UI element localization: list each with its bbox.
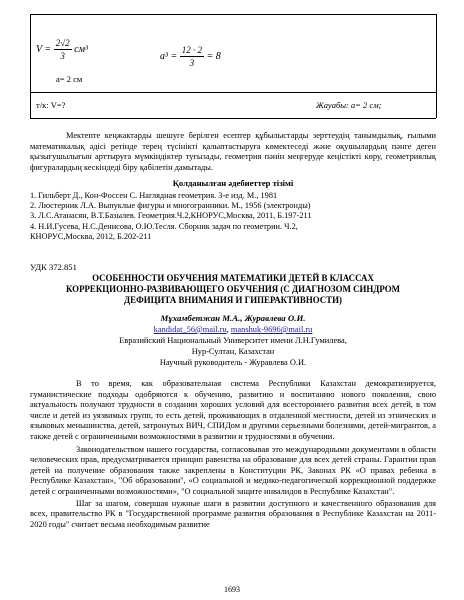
udk-code: УДК 372.851 bbox=[30, 262, 77, 272]
formula-cube: a³ = $\frac{12 \cdot 2}{3}$ = 8 bbox=[160, 45, 221, 68]
page-number: 1693 bbox=[224, 585, 240, 594]
article-title-line: ОСОБЕННОСТИ ОБУЧЕНИЯ МАТЕМАТИКИ ДЕТЕЙ В КЛАССАХ bbox=[92, 273, 374, 283]
answer-label: Жауабы: a= 2 см; bbox=[316, 100, 382, 110]
article-body bbox=[30, 379, 436, 530]
article-title bbox=[30, 273, 436, 306]
reference-item: 2. Люстерник Л.А. Выпуклые фигуры и многогранники. М., 1956 (электронды) bbox=[30, 201, 311, 211]
article-title-line: КОРРЕКЦИОННО-РАЗВИВАЮЩЕГО ОБУЧЕНИЯ (С ДИАГНОЗОМ СИНДРОМ bbox=[65, 284, 401, 294]
body-paragraph: Шаг за шагом, совершая нужные шаги в развитии доступного и качественного образования для всех, правительство РК в "Государственной программе развития образования в Республике Казахстан на 2011-2020 годы" считает весьма необходимым развитие bbox=[30, 498, 436, 529]
reference-item: 4. Н.И.Гусева, Н.С.Денисова, О.Ю.Тесля. Сборник задач по геометрии. Ч.2, bbox=[30, 221, 298, 231]
references-list bbox=[30, 191, 436, 242]
formula-given-a: a= 2 см bbox=[56, 74, 83, 84]
body-paragraph: Законодательством нашего государства, согласовывая это международными документами в области человеческих прав, предусматривается принцип равенства на образование для всех детей страны. Гарантии прав детей на получение образования также закреплены в Конституции РК, Законах РК «О правах ребенка в Республике Казахстан», "Об образовании", «О социальной и медико-педагогической коррекционной поддержке детей с ограниченными возможностями», "О социальной защите инвалидов в Республике Казахстан". bbox=[30, 444, 436, 496]
email-link[interactable]: kandidat_56@mail.ru bbox=[153, 325, 227, 334]
article-title-line: ДЕФИЦИТА ВНИМАНИЯ И ГИПЕРАКТИВНОСТИ) bbox=[124, 295, 342, 305]
reference-item: 3. Л.С.Атанасян, В.Т.Базылев. Геометрия.Ч.2,КНОРУС,Москва, 2011, Б.197-211 bbox=[30, 211, 312, 221]
body-paragraph: В то время, как образовательная система Республики Казахстан демократизируется, гуманистические подходы одобряются к обучению, развитию и воспитанию нового поколения, свою актуальность получают трудности в создании хороших условий для всестороннего развития всех детей, в том числе и детей из уязвимых групп, то есть детей, проживающих в отдаленной местности, детей из этнических и языковых меньшинства, детей, затронутых ВИЧ, СПИДом и другими серьезными болезнями, детей-мигрантов, а также детей с ограниченными возможностями в развитии и трудностями в обучении. bbox=[30, 379, 436, 441]
email-link[interactable]: manshuk-9696@mail.ru bbox=[230, 325, 313, 334]
article-authors: Мұхамбетжан М.А., Журавлева О.И. bbox=[160, 313, 306, 323]
find-label: т/к: V=? bbox=[36, 100, 66, 110]
reference-item: КНОРУС,Москва, 2012, Б.202-211 bbox=[30, 231, 152, 241]
references-title: Қолданылған әдебиеттер тізімі bbox=[172, 178, 294, 188]
author-affiliation: Евразийский Национальный Университет имени Л.Н.Гумилева, bbox=[119, 336, 347, 345]
reference-item: 1. Гильберт Д., Кон-Фоссен С. Наглядная геометрия. 3-е изд. М., 1981 bbox=[30, 191, 278, 200]
scientific-supervisor: Научный руководитель - Журавлева О.И. bbox=[159, 358, 307, 367]
kz-paragraph: Мектепте кеңжактарды шешуге берілген есептер құбылыстарды зерттеудің танымдылық, ғылыми математикалық әдісі ретінде терең түсінікті қалыптастыруға көмектеседі және оқушылардың пәнге деген қызығушылығын арттыруға мүмкіндіктер туғызады, геометрия пәнін меңгеруде кеңістікті көру, геометриялық фигуралардың кескіндеді біру қабілетін дамытады. bbox=[30, 131, 436, 172]
author-city: Нур-Султан, Казахстан bbox=[191, 347, 275, 356]
author-emails: kandidat_56@mail.ru, manshuk-9696@mail.ru bbox=[153, 325, 313, 334]
formula-volume: V = $\frac{2√2}{3}$ см³ bbox=[36, 38, 88, 61]
